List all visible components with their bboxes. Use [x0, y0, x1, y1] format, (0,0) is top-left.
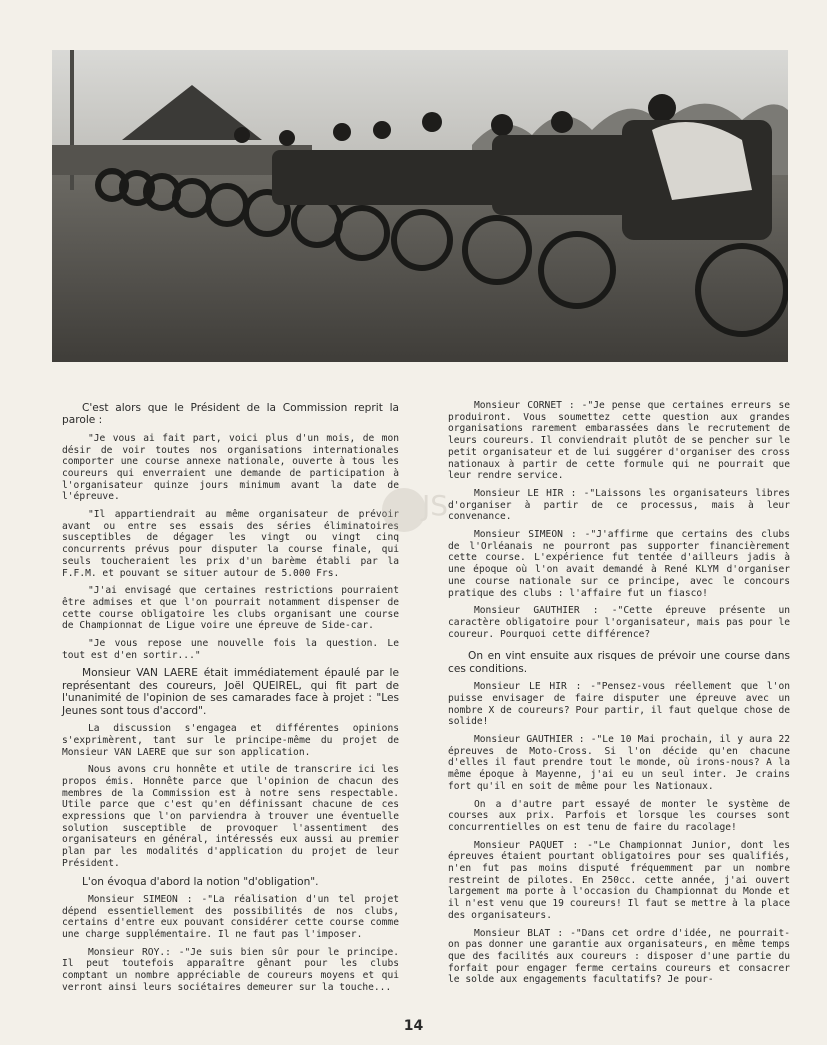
paragraph: On en vint ensuite aux risques de prévoir une course dans ces conditions. [448, 650, 790, 675]
paragraph: "J'ai envisagé que certaines restrictions pourraient être admises et que l'on pourrait notamment dispenser de cette course obligatoire les clubs organisant une course de Championnat de Ligue voire une épreuve de Side-car. [62, 585, 399, 632]
paragraph: Monsieur LE HIR : -"Laissons les organisateurs libres d'organiser à partir de ce processus, mais à leur convenance. [448, 487, 790, 523]
paragraph: La discussion s'engagea et différentes opinions s'exprimèrent, tant sur le principe-même du projet de Monsieur VAN LAERE que sur son application. [62, 723, 399, 758]
motocross-starting-line-photo-icon [52, 50, 788, 362]
paragraph: Monsieur SIMEON : -"La réalisation d'un tel projet dépend essentiellement des possibilités de nos clubs, certains d'entre eux pouvant considérer cette course comme une charge supplémentaire. Il ne faut pas l'imposer. [62, 893, 399, 941]
paragraph: L'on évoqua d'abord la notion "d'obligation". [82, 875, 319, 888]
paragraph: "Il appartiendrait au même organisateur de prévoir avant ou entre ses essais des séries éliminatoires susceptibles de dégager les vingt ou vingt cinq concurrents prévus pour disputer la course finale, qui seuls toucheraient les prix d'un barème établi par la F.F.M. et pouvant se situer autour de 5.000 Frs. [62, 509, 399, 579]
paragraph: Monsieur VAN LAERE était immédiatement épaulé par le représentant des coureurs, Joël QUEIREL, qui fit part de l'unanimité de l'opinion de ses camarades face à projet : "Les Jeunes sont tous d'accord". [62, 667, 399, 717]
faint-watermark-portrait-icon [372, 470, 462, 560]
motocross-start-photo [52, 50, 788, 362]
paragraph: Monsieur GAUTHIER : -"Le 10 Mai prochain, il y aura 22 épreuves de Moto-Cross. Si l'on décide qu'en chacune d'elles il faut prendre tout le monde, où irons-nous? A la même époque à Mayenne, j'ai eu un seul inter. Je crains fort qu'il en soit de même pour les Nationaux. [448, 733, 790, 792]
page-number: 14 [403, 1018, 424, 1034]
paragraph: Nous avons cru honnête et utile de transcrire ici les propos émis. Honnête parce que l'opinion de chacun des membres de la Commission est à notre sens respectable. Utile parce que c'est qu'en définissant chacune de ces expressions que l'on parviendra à trouver une éventuelle solution susceptible de provoquer l'assentiment des organisateurs en général, intéressés eux aussi au premier plan par les modalités d'application du projet de leur Président. [62, 764, 399, 869]
svg-text:JS: JS [422, 489, 449, 522]
paragraph: Monsieur LE HIR : -"Pensez-vous réellement que l'on puisse envisager de faire disputer une épreuve avec un nombre X de coureurs? Pour partir, il faut quelque chose de solide! [448, 681, 790, 728]
paragraph: Monsieur SIMEON : -"J'affirme que certains des clubs de l'Orléanais ne pourront pas supporter financièrement cette course. L'expérience fut tentée d'ailleurs jadis à une époque où l'on avait demandé à René KLYM d'organiser une course nationale sur ce principe, avec le concours pratique des clubs : l'affaire fut un fiasco! [448, 529, 790, 599]
right-column [448, 400, 790, 992]
paragraph: Monsieur ROY.: -"Je suis bien sûr pour le principe. Il peut toutefois apparaître gênant pour les clubs comptant un nombre appréciable de coureurs moyens et qui verront ainsi leurs sociétaires demeurer sur la touche... [62, 946, 399, 993]
paragraph: On a d'autre part essayé de monter le système de courses aux prix. Parfois et lorsque les courses sont concurrentielles on est tenu de faire du racolage! [448, 798, 790, 833]
paragraph: Monsieur CORNET : -"Je pense que certaines erreurs se produiront. Vous soumettez cette question aux grandes organisations rarement embarassées dans le recrutement de leurs coureurs. Il conviendrait plutôt de se pencher sur le petit organisateur et de lui suggérer d'organiser des cross nationaux à partir de cette formule qui ne pourrait que leur rendre service. [448, 400, 790, 482]
paragraph: Monsieur GAUTHIER : -"Cette épreuve présente un caractère obligatoire pour l'organisateur, mais pas pour le coureur. Pourquoi cette différence? [448, 605, 790, 640]
paragraph: C'est alors que le Président de la Commission reprit la parole : [62, 402, 399, 427]
paragraph: Monsieur PAQUET : -"Le Championnat Junior, dont les épreuves étaient pourtant obligatoires pour ses qualifiés, n'en fut pas moins disputé fréquemment par un nombre restreint de pilotes. En 250cc. cette année, j'ai ouvert largement ma porte à l'occasion du Championnat du Monde et il n'est venu que 19 coureurs! Il faut se mettre à la place des organisateurs. [448, 839, 790, 921]
paragraph: "Je vous repose une nouvelle fois la question. Le tout est d'en sortir..." [62, 638, 399, 661]
paragraph: Monsieur BLAT : -"Dans cet ordre d'idée, ne pourrait-on pas donner une garantie aux organisateurs, en même temps que des facilités aux coureurs : disposer d'une partie du forfait pour engager ferme certains coureurs et consacrer le solde aux engagements facultatifs? Je pour- [448, 927, 790, 986]
paragraph: "Je vous ai fait part, voici plus d'un mois, de mon désir de voir toutes nos organisations internationales comporter une course annexe nationale, ouverte à tous les coureurs qui enverraient une demande de participation à l'organisateur quinze jours minimum avant la date de l'épreuve. [62, 432, 399, 503]
left-column [62, 400, 399, 1000]
